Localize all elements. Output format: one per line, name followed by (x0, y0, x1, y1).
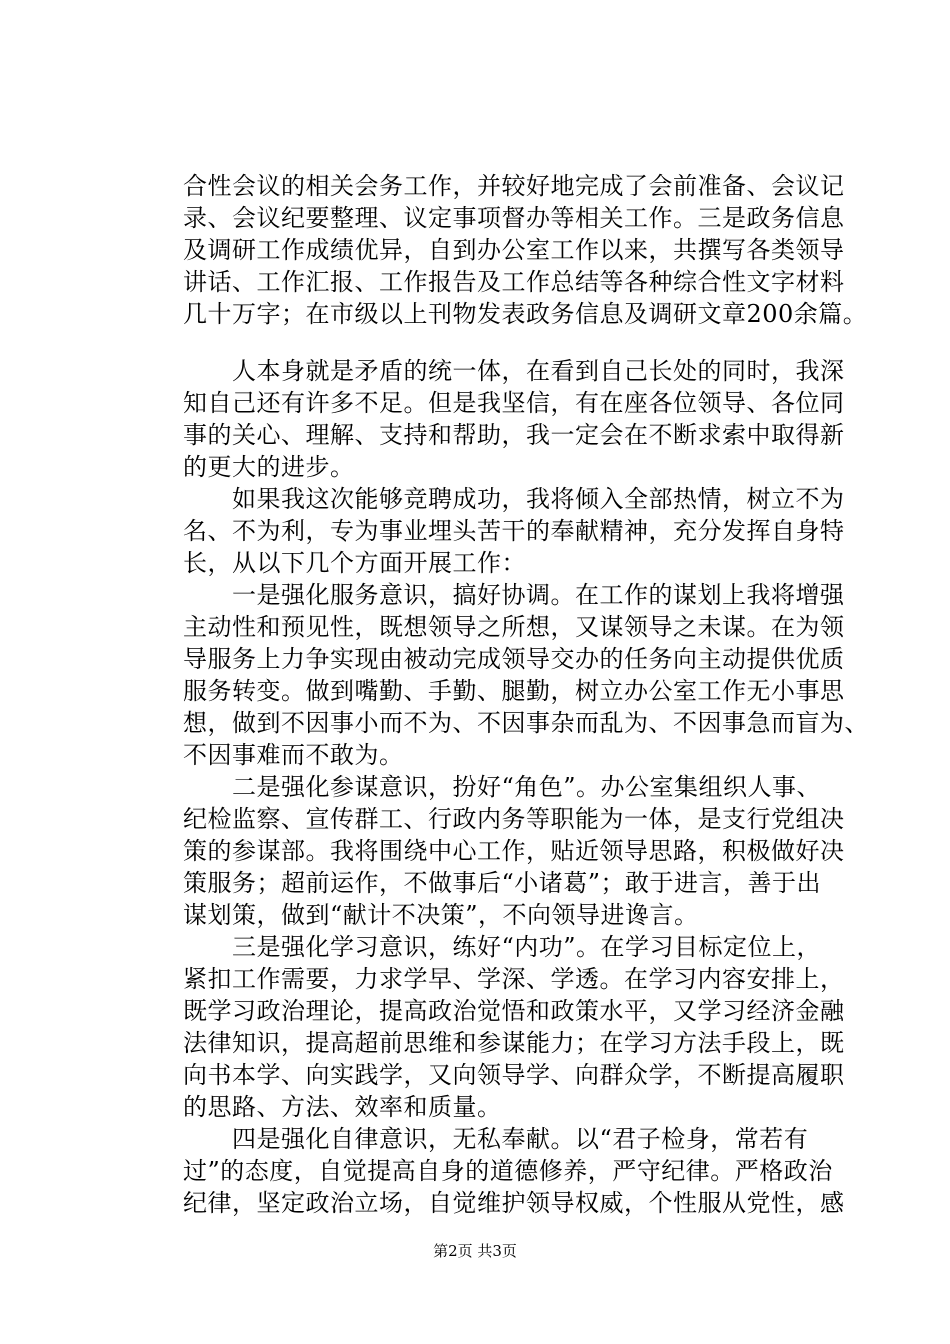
text-line: 三是强化学习意识，练好“内功”。在学习目标定位上， (183, 933, 822, 961)
text-line: 人本身就是矛盾的统一体，在看到自己长处的同时，我深 (183, 357, 845, 385)
text-line: 策服务；超前运作，不做事后“小诸葛”；敢于进言，善于出 (183, 869, 822, 897)
text-line: 录、会议纪要整理、议定事项督办等相关工作。三是政务信息 (183, 204, 845, 232)
text-line: 四是强化自律意识，无私奉献。以“君子检身，常若有 (183, 1125, 809, 1153)
text-line: 服务转变。做到嘴勤、手勤、腿勤，树立办公室工作无小事思 (183, 677, 845, 705)
text-line: 不因事难而不敢为。 (183, 741, 404, 769)
text-line: 向书本学、向实践学，又向领导学、向群众学，不断提高履职 (183, 1061, 845, 1089)
text-line: 紧扣工作需要，力求学早、学深、学透。在学习内容安排上， (183, 965, 845, 993)
body-text (183, 355, 873, 1219)
text-line: 事的关心、理解、支持和帮助，我一定会在不断求索中取得新 (183, 421, 845, 449)
text-line: 长，从以下几个方面开展工作： (183, 549, 526, 577)
text-line: 如果我这次能够竞聘成功，我将倾入全部热情，树立不为 (183, 485, 845, 513)
text-line: 讲话、工作汇报、工作报告及工作总结等各种综合性文字材料 (183, 268, 845, 296)
text-line: 策的参谋部。我将围绕中心工作，贴近领导思路，积极做好决 (183, 837, 845, 865)
text-line: 纪检监察、宣传群工、行政内务等职能为一体，是支行党组决 (183, 805, 845, 833)
text-line: 及调研工作成绩优异，自到办公室工作以来，共撰写各类领导 (183, 236, 845, 264)
text-line: 合性会议的相关会务工作，并较好地完成了会前准备、会议记 (183, 172, 845, 200)
text-line: 过”的态度，自觉提高自身的道德修养，严守纪律。严格政治 (183, 1157, 833, 1185)
text-line: 的更大的进步。 (183, 453, 355, 481)
text-line: 导服务上力争实现由被动完成领导交办的任务向主动提供优质 (183, 645, 845, 673)
text-line: 想，做到不因事小而不为、不因事杂而乱为、不因事急而盲为、 (183, 709, 869, 737)
text-line: 谋划策，做到“献计不决策”，不向领导进谗言。 (183, 901, 699, 929)
text-line: 法律知识，提高超前思维和参谋能力；在学习方法手段上，既 (183, 1029, 845, 1057)
page-footer: 第2页 共3页 (433, 1242, 517, 1260)
paragraph-work-achievements (183, 170, 873, 330)
text-line: 名、不为利，专为事业埋头苦干的奉献精神，充分发挥自身特 (183, 517, 845, 545)
text-line: 既学习政治理论，提高政治觉悟和政策水平，又学习经济金融 (183, 997, 845, 1025)
text-line: 知自己还有许多不足。但是我坚信，有在座各位领导、各位同 (183, 389, 845, 417)
text-line: 一是强化服务意识，搞好协调。在工作的谋划上我将增强 (183, 581, 845, 609)
text-line: 二是强化参谋意识，扮好“角色”。办公室集组织人事、 (183, 773, 822, 801)
text-line: 几十万字；在市级以上刊物发表政务信息及调研文章200余篇。 (183, 300, 868, 328)
text-line: 纪律，坚定政治立场，自觉维护领导权威，个性服从党性，感 (183, 1189, 845, 1217)
text-line: 主动性和预见性，既想领导之所想，又谋领导之未谋。在为领 (183, 613, 845, 641)
text-line: 的思路、方法、效率和质量。 (183, 1093, 502, 1121)
